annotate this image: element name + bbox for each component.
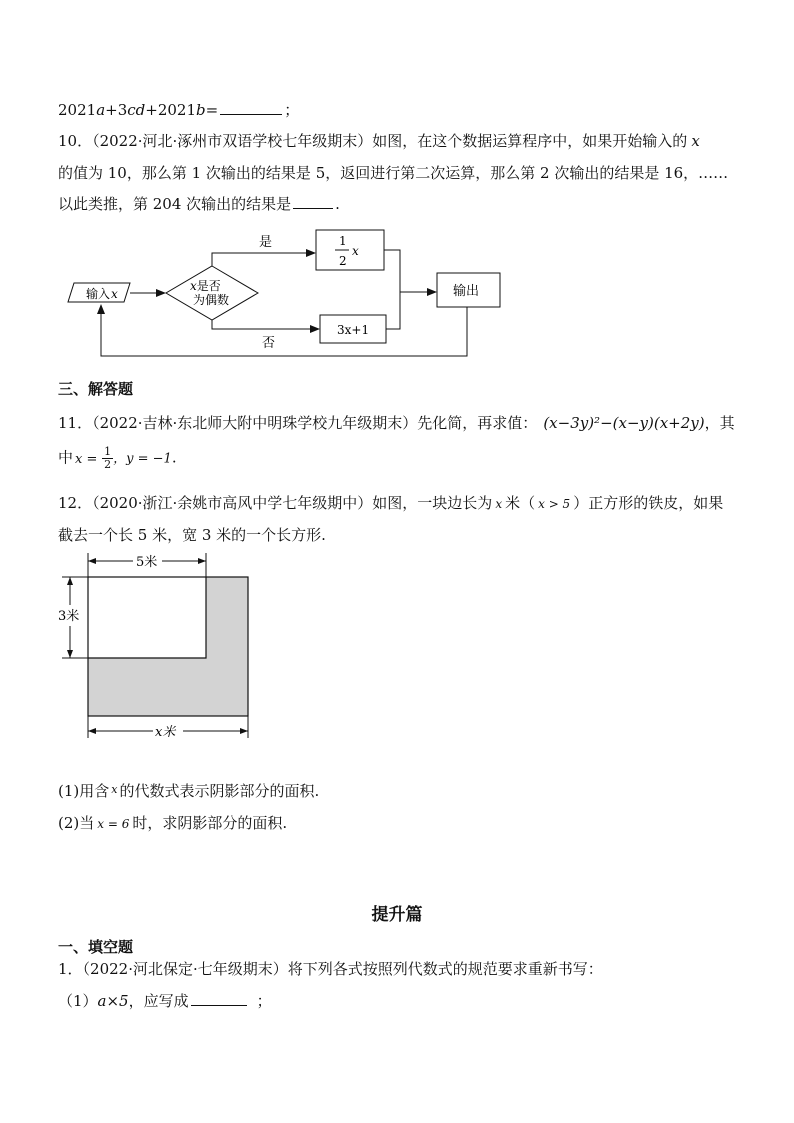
text: ，应写成 [128, 992, 189, 1010]
q11-line2 [58, 446, 177, 471]
advanced-q1 [58, 958, 603, 979]
bottom-dimension-label: x米 [155, 725, 176, 740]
left-dimension-label: 3米 [58, 609, 80, 624]
text: (2)当 [58, 814, 95, 832]
text: 米（ [505, 494, 536, 512]
top-expression-line [58, 99, 299, 120]
answer-blank[interactable] [220, 113, 282, 115]
condition: x = 6 [97, 817, 130, 831]
advanced-q1-part1 [58, 990, 272, 1011]
text: 10．（2022·河北·涿州市双语学校七年级期末）如图，在这个数据运算程序中，如果开始输入的 [58, 132, 688, 150]
answer-blank[interactable] [191, 1004, 247, 1006]
half-numerator: 1 [339, 234, 347, 248]
text: 以此类推，第 204 次输出的结果是 [58, 195, 292, 213]
q10-line3 [58, 193, 340, 214]
var-x: x [495, 497, 503, 511]
text: ； [284, 101, 300, 119]
var-cd: cd [127, 101, 146, 119]
q10-line1 [58, 130, 700, 151]
flowchart [0, 222, 794, 362]
advanced-title: 提升篇 [371, 905, 423, 925]
half-var: x [352, 244, 359, 258]
q12-line2 [58, 524, 326, 545]
condition: x > 5 [538, 497, 571, 511]
decision-line1: x是否 [190, 279, 221, 293]
var-x: x [111, 783, 118, 796]
var-x: x [691, 132, 700, 150]
text: 11．（2022·吉林·东北师大附中明珠学校九年级期末）先化简，再求值： [58, 414, 538, 432]
text: 的代数式表示阴影部分的面积. [119, 782, 320, 800]
denominator: 2 [104, 458, 112, 471]
text: +3 [105, 101, 128, 119]
answer-blank[interactable] [293, 207, 333, 209]
text: 截去一个长 5 米，宽 3 米的一个长方形. [58, 526, 326, 544]
cut-rectangle [88, 577, 206, 658]
text: （1） [58, 992, 98, 1010]
text: 1．（2022·河北保定·七年级期末）将下列各式按照列代数式的规范要求重新书写： [58, 960, 603, 978]
text: 2021 [58, 101, 97, 119]
no-label: 否 [262, 336, 276, 351]
text: = [205, 101, 219, 119]
triple-expr: 3x+1 [337, 323, 370, 337]
text: . [171, 448, 177, 467]
text: 时，求阴影部分的面积. [132, 814, 288, 832]
var-b: b [196, 101, 206, 119]
shaded-region [88, 577, 248, 716]
expression: a×5 [97, 992, 129, 1010]
q10-line2 [58, 162, 728, 183]
text: 中 [58, 448, 74, 467]
var-a: a [96, 101, 106, 119]
square-figure [50, 550, 270, 750]
text: 12．（2020·浙江·余姚市高风中学七年级期中）如图，一块边长为 [58, 494, 493, 512]
text: 的值为 10，那么第 1 次输出的结果是 5，返回进行第二次运算，那么第 2 次输出的结果是 16，…… [58, 164, 729, 182]
yes-label: 是 [259, 235, 273, 250]
section-title: 三、解答题 [58, 380, 134, 398]
text: (1)用含 [58, 782, 110, 800]
text: ； [256, 992, 272, 1010]
advanced-section-title: 一、填空题 [58, 938, 134, 956]
text: ）正方形的铁皮，如果 [573, 494, 724, 512]
x-equals: x = [75, 451, 98, 467]
fraction-half [102, 446, 113, 471]
q11-line1 [58, 412, 735, 433]
top-dimension-label: 5米 [136, 555, 158, 570]
q12-part1 [58, 780, 319, 801]
q12-line1 [58, 492, 723, 513]
text: ，其 [704, 414, 735, 432]
y-equals: ，y = −1 [113, 451, 172, 467]
half-x-box [316, 230, 384, 270]
output-label: 输出 [453, 284, 480, 299]
input-label: 输入x [86, 287, 118, 301]
text: +2021 [145, 101, 197, 119]
decision-line2: 为偶数 [193, 293, 230, 307]
q12-part2 [58, 812, 287, 833]
text: . [335, 195, 340, 213]
q11-expression: (x−3y)²−(x−y)(x+2y) [543, 414, 705, 432]
numerator: 1 [104, 445, 112, 458]
half-denominator: 2 [339, 254, 347, 268]
